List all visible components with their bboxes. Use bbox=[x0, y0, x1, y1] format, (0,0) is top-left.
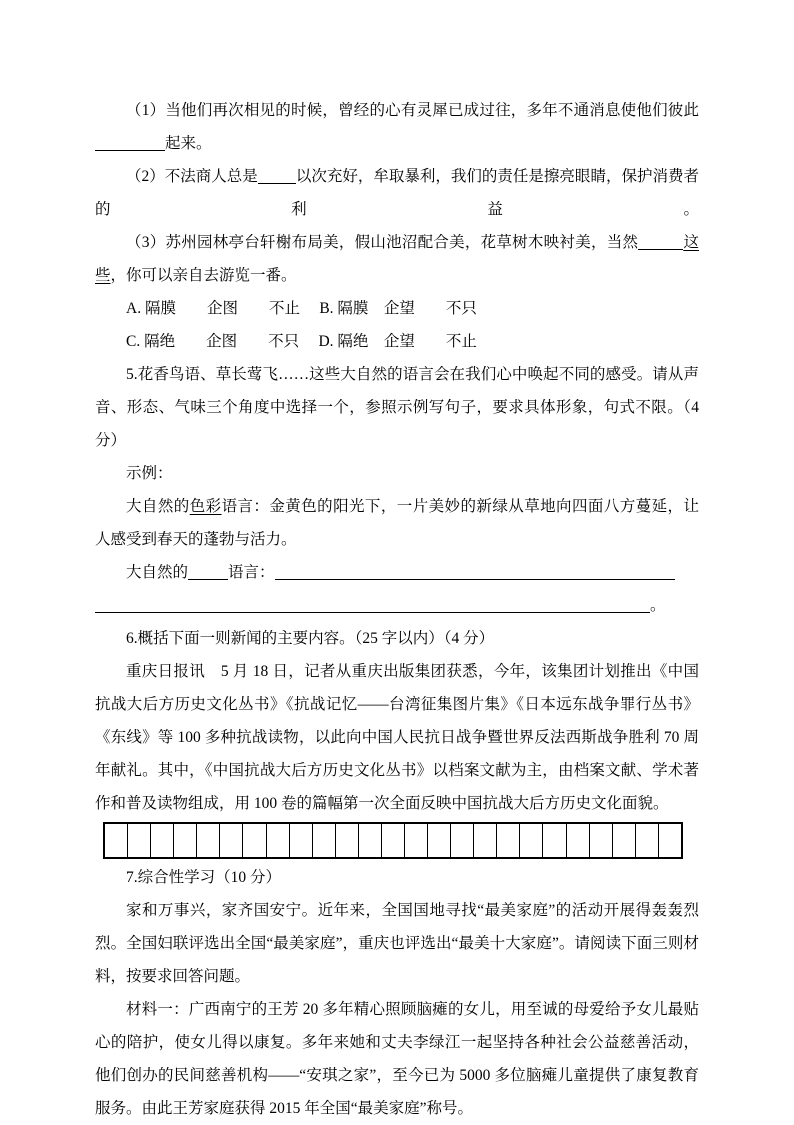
answer-grid-cell bbox=[496, 824, 519, 857]
answer-grid-cell bbox=[658, 824, 681, 857]
q5-example-pre: 大自然的 bbox=[126, 498, 190, 515]
answer-write-line bbox=[95, 598, 650, 614]
answer-grid-cell bbox=[635, 824, 658, 857]
answer-grid bbox=[103, 822, 683, 859]
q6-stem: 6.概括下面一则新闻的主要内容。（25 字以内）（4 分） bbox=[126, 630, 495, 647]
q4-item1-text: （1）当他们再次相见的时候，曾经的心有灵犀已成过往，多年不通消息使他们彼此 bbox=[126, 102, 699, 119]
answer-grid-cell bbox=[519, 824, 542, 857]
fill-in-blank bbox=[258, 169, 296, 185]
q4-item1-line2-text: 起来。 bbox=[165, 135, 212, 152]
fill-in-blank bbox=[188, 565, 228, 581]
answer-grid-cell bbox=[312, 824, 335, 857]
q4-item3-post: ，你可以亲自去游览一番。 bbox=[110, 267, 297, 284]
q4-item1-line2 bbox=[95, 127, 699, 160]
answer-grid-cell bbox=[566, 824, 589, 857]
q4-item2 bbox=[95, 160, 699, 226]
q6-news-paragraph: 重庆日报讯 5 月 18 日，记者从重庆出版集团获悉，今年，该集团计划推出《中国抗战大后方历史文化丛书》《抗战记忆——台湾征集图片集》《日本远东战争罪行丛书》《东线》等 100 多种抗战读物，以此向中国人民抗日战争暨世界反法西斯战争胜利 70 周年献礼。其中，《中国抗战大后方历史文化丛书》以档案文献为主，由档案文献、学术著作和普及读物组成，用 100 卷的篇幅第一次全面反映中国抗战大后方历史文化面貌。 bbox=[95, 663, 699, 812]
q4-options-row-cd: C. 隔绝 企图 不只 D. 隔绝 企望 不止 bbox=[126, 333, 477, 350]
q4-item2-pre: （2）不法商人总是 bbox=[126, 168, 258, 185]
fill-in-blank bbox=[95, 136, 165, 152]
answer-grid-cell bbox=[150, 824, 173, 857]
answer-grid-cell bbox=[219, 824, 242, 857]
q5-answer-line1 bbox=[95, 556, 699, 589]
answer-grid-cell bbox=[381, 824, 404, 857]
answer-grid-cell bbox=[127, 824, 150, 857]
q5-answer-pre: 大自然的 bbox=[126, 564, 189, 581]
q5-answer-line2 bbox=[95, 589, 699, 622]
q5-example bbox=[95, 490, 699, 556]
q4-item3-underlined-word: 这些 bbox=[95, 234, 699, 284]
answer-grid-cell bbox=[335, 824, 358, 857]
q4-options-row-ab: A. 隔膜 企图 不止 B. 隔膜 企望 不只 bbox=[126, 300, 477, 317]
q5-example-label: 示例： bbox=[126, 465, 173, 482]
answer-grid-cell bbox=[427, 824, 450, 857]
fill-in-blank bbox=[638, 235, 683, 251]
answer-grid-cell bbox=[105, 824, 127, 857]
q5-stem: 5.花香鸟语、草长莺飞……这些大自然的语言会在我们心中唤起不同的感受。请从声音、形态、气味三个角度中选择一个，参照示例写句子，要求具体形象，句式不限。（4 分） bbox=[95, 366, 699, 449]
answer-grid-cell bbox=[612, 824, 635, 857]
q5-answer-mid: 语言： bbox=[228, 564, 275, 581]
q5-answer-end: 。 bbox=[650, 597, 666, 614]
answer-grid-cell bbox=[450, 824, 473, 857]
q4-item2-post: 以次充好，牟取暴利，我们的责任是擦亮眼睛，保护消费者的利益。 bbox=[95, 168, 699, 218]
q7-stem: 7.综合性学习（10 分） bbox=[126, 869, 282, 886]
q5-example-post: 语言：金黄色的阳光下，一片美妙的新绿从草地向四面八方蔓延，让人感受到春天的蓬勃与活力。 bbox=[95, 498, 699, 548]
answer-grid-cell bbox=[542, 824, 565, 857]
answer-grid-cell bbox=[473, 824, 496, 857]
q4-item3 bbox=[95, 226, 699, 292]
q4-item1-line1 bbox=[95, 94, 699, 127]
q4-item3-pre: （3）苏州园林亭台轩榭布局美，假山池沼配合美，花草树木映衬美，当然 bbox=[126, 234, 639, 251]
q7-intro-paragraph: 家和万事兴，家齐国安宁。近年来，全国国地寻找“最美家庭”的活动开展得轰轰烈烈。全国妇联评选出全国“最美家庭”，重庆也评选出“最美十大家庭”。请阅读下面三则材料，按要求回答问题。 bbox=[95, 902, 699, 985]
answer-grid-cell bbox=[589, 824, 612, 857]
answer-grid-cell bbox=[242, 824, 265, 857]
q7-material1-paragraph: 材料一：广西南宁的王芳 20 多年精心照顾脑瘫的女儿，用至诚的母爱给予女儿最贴心的陪护，使女儿得以康复。多年来她和丈夫李绿江一起坚持各种社会公益慈善活动，他们创办的民间慈善机构——“安琪之家”，至今已为 5000 多位脑瘫儿童提供了康复教育服务。由此王芳家庭获得 2015 年全国“最美家庭”称号。 bbox=[95, 1001, 699, 1117]
answer-grid-cell bbox=[404, 824, 427, 857]
answer-grid-cell bbox=[358, 824, 381, 857]
answer-grid-cell bbox=[173, 824, 196, 857]
answer-grid-cell bbox=[196, 824, 219, 857]
answer-grid-cell bbox=[289, 824, 312, 857]
answer-write-line bbox=[275, 565, 675, 581]
q5-example-underlined-word: 色彩 bbox=[189, 498, 222, 515]
answer-grid-cell bbox=[266, 824, 289, 857]
